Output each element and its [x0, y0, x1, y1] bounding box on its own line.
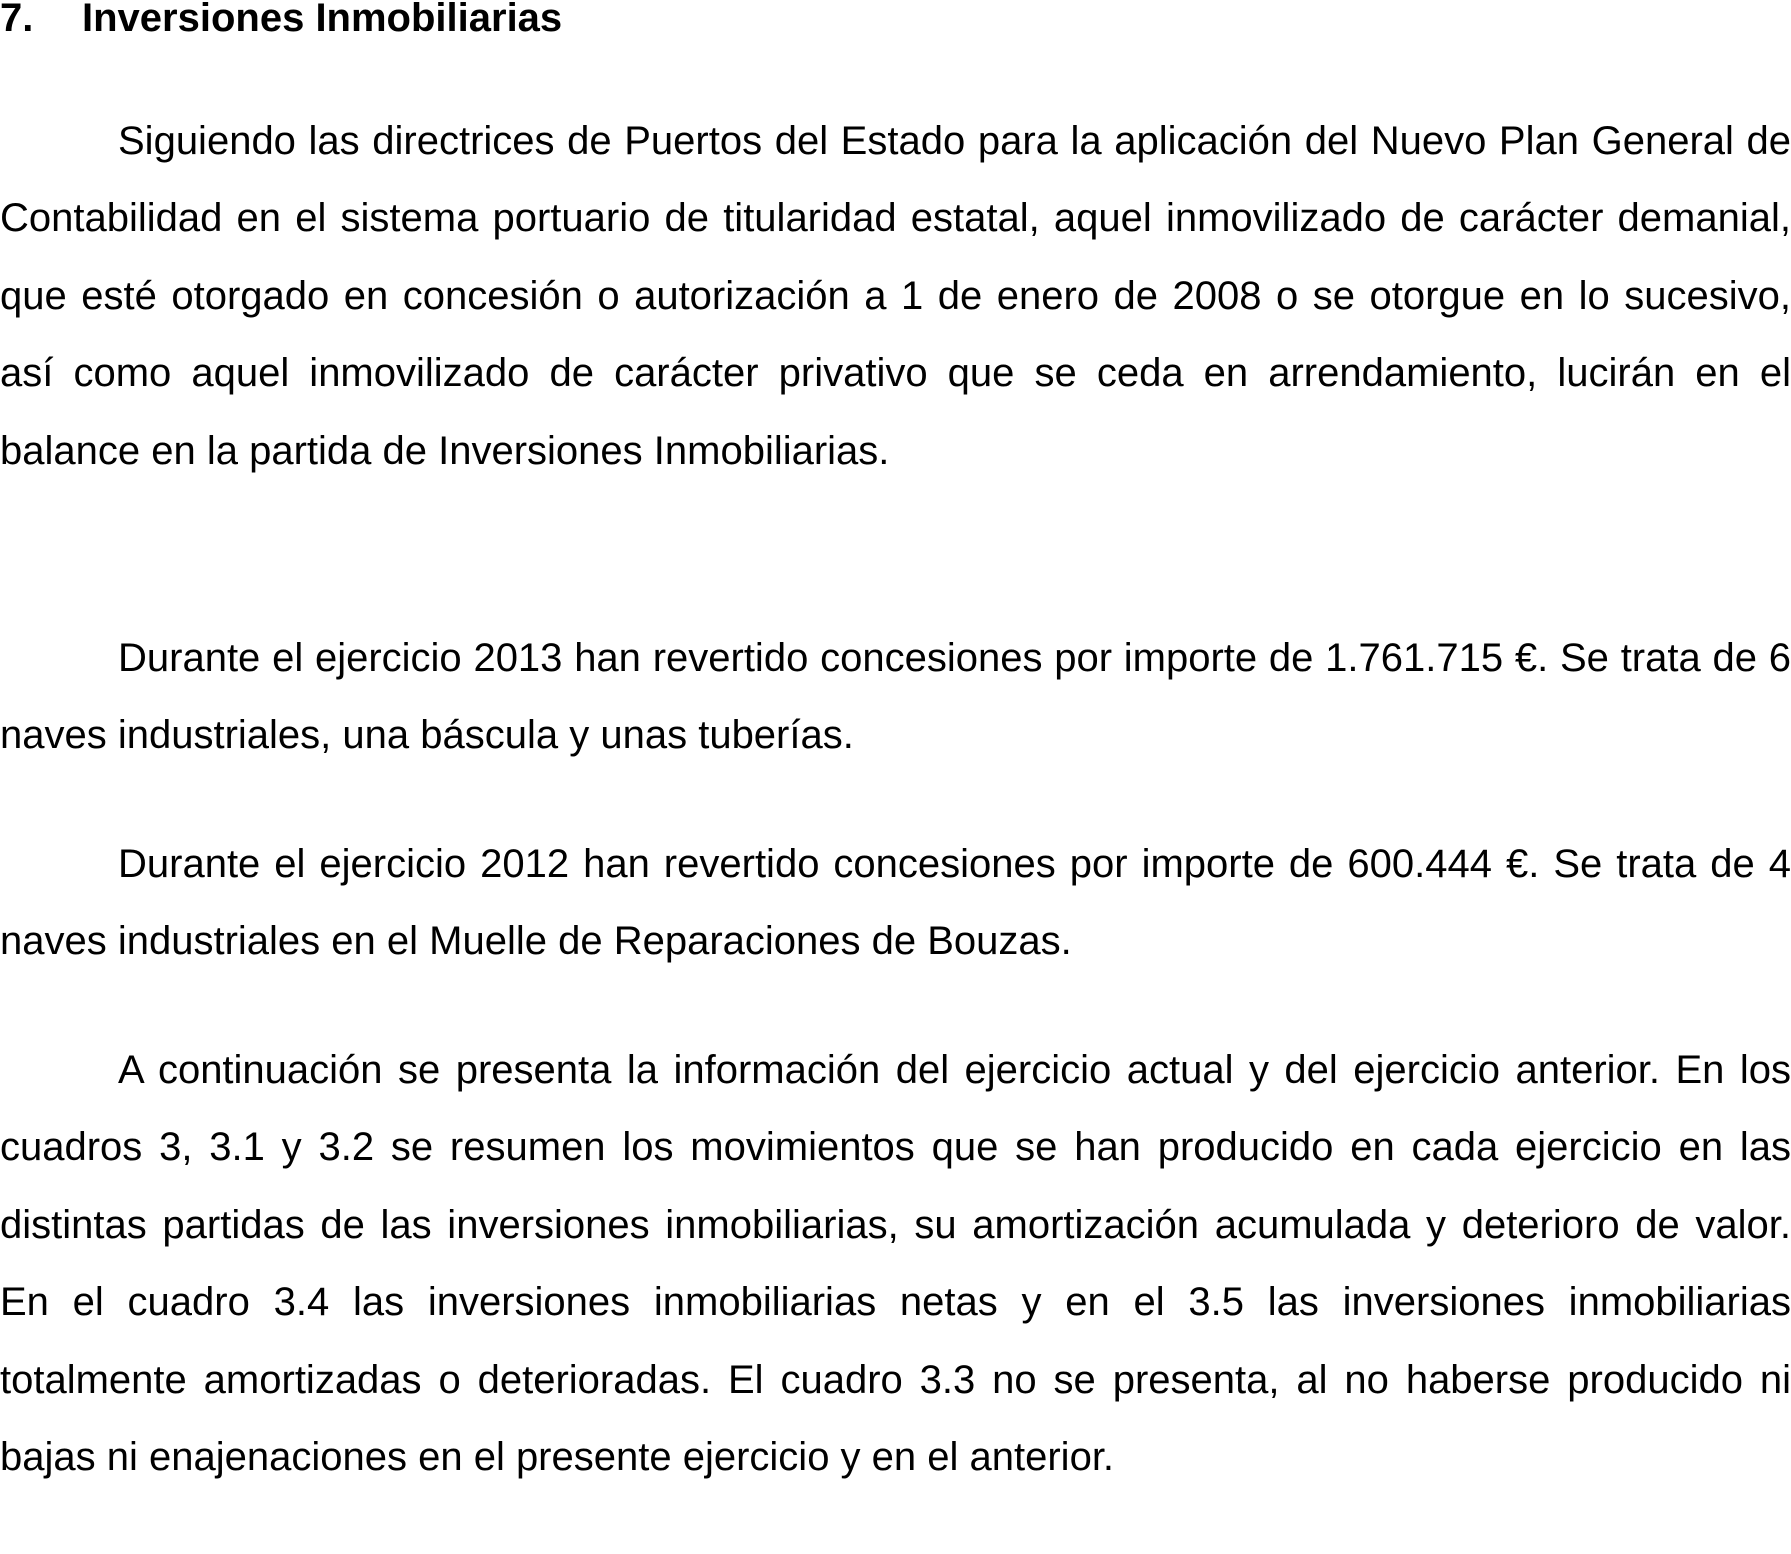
section-number: 7.: [0, 0, 34, 40]
paragraph-reversion-2012: Durante el ejercicio 2012 han revertido concesiones por importe de 600.444 €. Se trata de 4 naves industriales en el Muelle de Reparaciones de Bouzas.: [0, 842, 1791, 964]
paragraph-cuadros-resumen: A continuación se presenta la información del ejercicio actual y del ejercicio anterior. En los cuadros 3, 3.1 y 3.2 se resumen los movimientos que se han producido en cada ejercicio en las distintas partidas de las inversiones inmobiliarias, su amortización acumulada y deterioro de valor. En el cuadro 3.4 las inversiones inmobiliarias netas y en el 3.5 las inversiones inmobiliarias totalmente amortizadas o deterioradas. El cuadro 3.3 no se presenta, al no haberse producido ni bajas ni enajenaciones en el presente ejercicio y en el anterior.: [0, 1048, 1791, 1480]
paragraph-puertos-directrices: Siguiendo las directrices de Puertos del Estado para la aplicación del Nuevo Plan General de Contabilidad en el sistema portuario de titularidad estatal, aquel inmovilizado de carácter demanial, que esté otorgado en concesión o autorización a 1 de enero de 2008 o se otorgue en lo sucesivo, así como aquel inmovilizado de carácter privativo que se ceda en arrendamiento, lucirán en el balance en la partida de Inversiones Inmobiliarias.: [0, 119, 1791, 473]
section-title: Inversiones Inmobiliarias: [82, 0, 563, 40]
section-heading: [0, 0, 562, 46]
paragraph-reversion-2013: Durante el ejercicio 2013 han revertido concesiones por importe de 1.761.715 €. Se trata de 6 naves industriales, una báscula y unas tuberías.: [0, 636, 1791, 758]
